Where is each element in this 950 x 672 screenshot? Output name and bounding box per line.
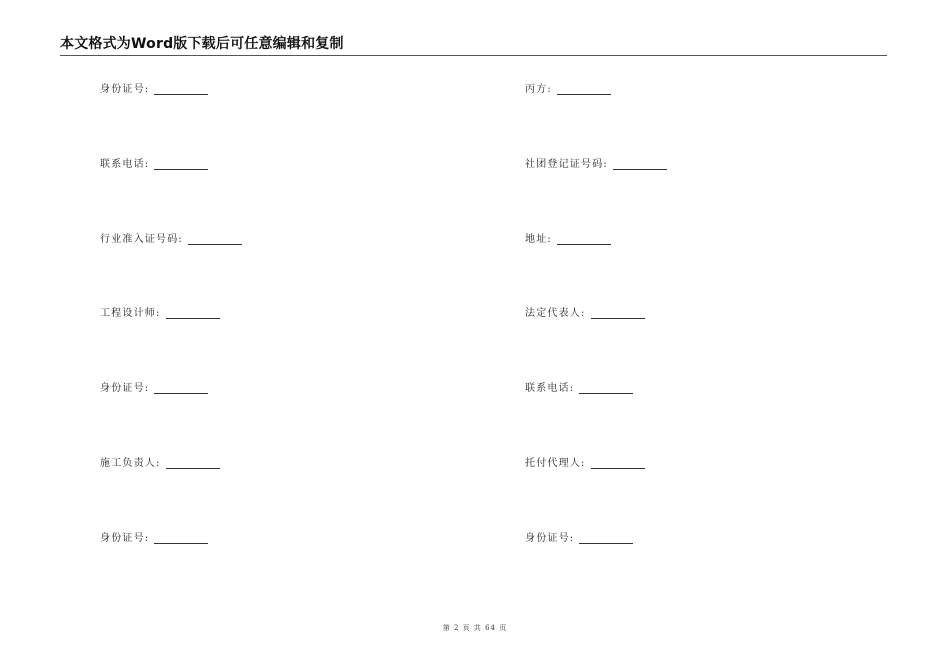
page-header bbox=[60, 33, 887, 56]
field-blank-line bbox=[154, 384, 208, 394]
field-blank-line bbox=[557, 85, 611, 95]
field-label: 施工负责人: bbox=[100, 458, 161, 469]
left-field-phone bbox=[100, 155, 208, 170]
left-field-industry-cert bbox=[100, 230, 242, 245]
right-field-id-number bbox=[525, 529, 633, 544]
left-field-id-number-3 bbox=[100, 529, 208, 544]
right-field-party-c bbox=[525, 80, 611, 95]
field-blank-line bbox=[591, 459, 645, 469]
field-label: 身份证号: bbox=[100, 533, 150, 544]
field-label: 行业准入证号码: bbox=[100, 234, 183, 245]
page-footer bbox=[0, 623, 950, 633]
right-field-legal-rep bbox=[525, 304, 645, 319]
field-label: 托付代理人: bbox=[525, 458, 586, 469]
field-label: 身份证号: bbox=[100, 383, 150, 394]
page-number: 第 2 页 共 64 页 bbox=[442, 624, 508, 632]
field-label: 丙方: bbox=[525, 84, 552, 95]
field-blank-line bbox=[579, 534, 633, 544]
field-blank-line bbox=[154, 85, 208, 95]
field-blank-line bbox=[579, 384, 633, 394]
field-blank-line bbox=[613, 160, 667, 170]
field-blank-line bbox=[154, 160, 208, 170]
field-label: 地址: bbox=[525, 234, 552, 245]
field-label: 社团登记证号码: bbox=[525, 159, 608, 170]
header-title: 本文格式为Word版下载后可任意编辑和复制 bbox=[60, 36, 344, 52]
right-field-agent bbox=[525, 454, 645, 469]
field-label: 身份证号: bbox=[525, 533, 575, 544]
field-blank-line bbox=[166, 459, 220, 469]
field-label: 法定代表人: bbox=[525, 308, 586, 319]
left-field-id-number-1 bbox=[100, 80, 208, 95]
right-field-org-registration bbox=[525, 155, 667, 170]
field-label: 联系电话: bbox=[100, 159, 150, 170]
right-field-phone bbox=[525, 379, 633, 394]
field-blank-line bbox=[591, 309, 645, 319]
right-field-address bbox=[525, 230, 611, 245]
field-label: 身份证号: bbox=[100, 84, 150, 95]
left-field-engineer bbox=[100, 304, 220, 319]
left-field-id-number-2 bbox=[100, 379, 208, 394]
field-blank-line bbox=[557, 235, 611, 245]
field-blank-line bbox=[166, 309, 220, 319]
field-blank-line bbox=[154, 534, 208, 544]
field-blank-line bbox=[188, 235, 242, 245]
field-label: 工程设计师: bbox=[100, 308, 161, 319]
left-field-construction-lead bbox=[100, 454, 220, 469]
field-label: 联系电话: bbox=[525, 383, 575, 394]
